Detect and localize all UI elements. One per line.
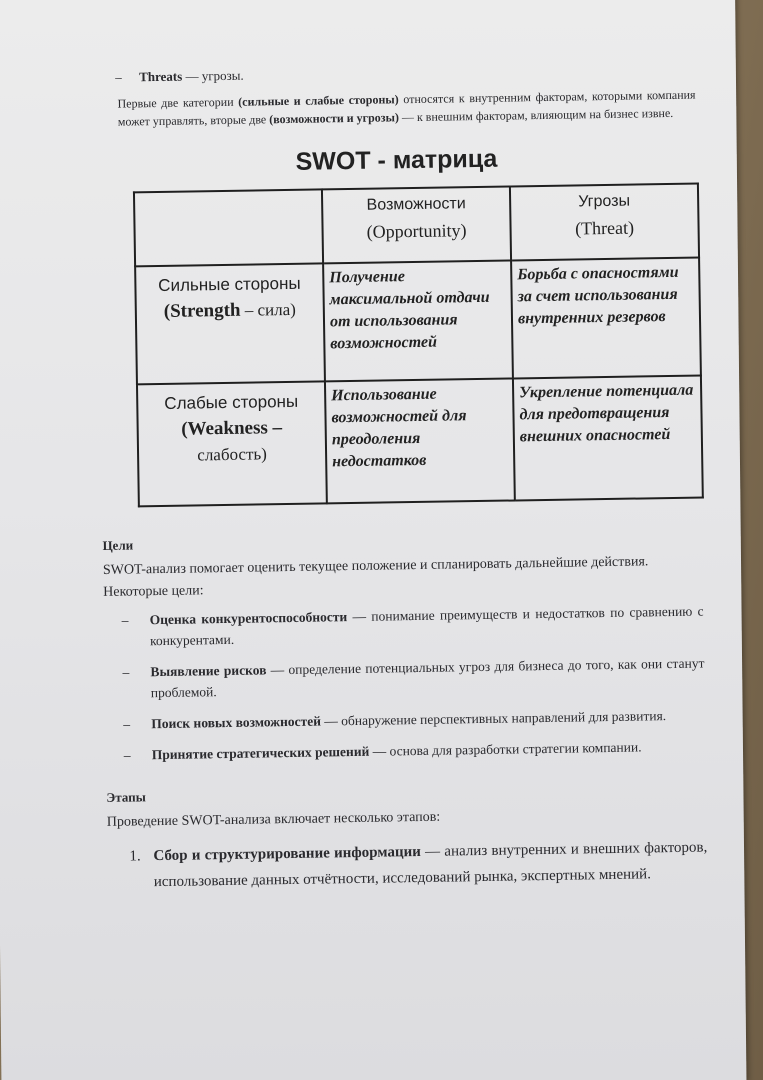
list-item [104, 653, 705, 704]
weakness-header [137, 381, 327, 506]
item-term: Поиск новых возможностей [151, 713, 322, 732]
item-text: — обнаружение перспективных направлений для развития. [320, 708, 667, 729]
stages-list [107, 834, 708, 895]
paragraph-text: Первые две категории [117, 94, 239, 111]
strength-sub: – сила) [240, 299, 296, 320]
item-term: Принятие стратегических решений [151, 743, 370, 763]
list-item [107, 834, 708, 895]
threat-ru: Угрозы [578, 192, 631, 211]
strength-en: (Strength [163, 299, 241, 322]
strength-header [135, 263, 325, 384]
item-term: Выявление рисков [150, 662, 267, 680]
stages-intro: Проведение SWOT-анализа включает несколько этапов: [106, 809, 441, 830]
opportunity-ru: Возможности [366, 195, 466, 214]
paragraph-text: — к внешним факторам, влияющим на бизнес извне. [398, 105, 674, 125]
item-text: — понимание преимуществ и недостатков по сравнению с конкурентами. [149, 603, 704, 649]
list-item [106, 735, 706, 765]
weakness-en: (Weakness – [181, 417, 283, 440]
threats-definition: — угрозы. [182, 67, 244, 84]
wt-cell: Укрепление потенциала для предотвращения внешних опасностей [513, 376, 703, 501]
item-text: — анализ внутренних и внешних факторов, использование данных отчётности, исследований рынка, экспертных мнений. [153, 839, 708, 891]
strength-ru: Сильные стороны [158, 273, 301, 296]
weakness-sub: слабость) [197, 444, 267, 465]
item-term: Оценка конкурентоспособности [149, 609, 348, 628]
item-term: Сбор и структурирование информации [153, 843, 421, 865]
empty-corner-cell [134, 189, 323, 266]
threat-en: (Threat) [574, 217, 635, 239]
swot-matrix [133, 183, 704, 508]
list-item [105, 704, 705, 734]
wo-cell: Использование возможностей для преодоления недостатков [325, 378, 515, 503]
opportunity-header [322, 186, 511, 263]
swot-title: SWOT - матрица [295, 144, 498, 176]
so-cell: Получение максимальной отдачи от использования возможностей [323, 260, 513, 381]
bullet-dash: – [121, 612, 129, 628]
list-item [104, 601, 705, 652]
threat-header [510, 184, 699, 261]
stages-heading: Этапы [106, 789, 146, 805]
paragraph-bold: (сильные и слабые стороны) [238, 92, 399, 109]
item-text: — основа для разработки стратегии компании. [369, 739, 642, 759]
document-content [95, 59, 708, 896]
weakness-ru: Слабые стороны [164, 391, 299, 413]
bullet-dash: – [122, 664, 130, 680]
goals-heading: Цели [102, 537, 134, 553]
goals-intro: SWOT-анализ помогает оценить текущее положение и спланировать дальнейшие действия. Некоторые цели: [102, 554, 649, 600]
item-text: — определение потенциальных угроз для бизнеса до того, как они станут проблемой. [150, 655, 705, 701]
threats-term: Threats [139, 68, 183, 85]
bullet-dash: – [115, 69, 122, 85]
item-number: 1. [129, 848, 141, 865]
bullet-dash: – [123, 716, 131, 732]
st-cell: Борьба с опасностями за счет использования внутренних резервов [511, 258, 701, 379]
goals-list [104, 601, 706, 766]
opportunity-en: (Opportunity) [366, 220, 467, 242]
paragraph-bold: (возможности и угрозы) [269, 110, 400, 127]
factors-paragraph [117, 86, 695, 131]
bullet-dash: – [123, 747, 131, 763]
paragraph-text: относятся к внутренним факторам, которыми компания может управлять, вторые две [117, 87, 696, 129]
